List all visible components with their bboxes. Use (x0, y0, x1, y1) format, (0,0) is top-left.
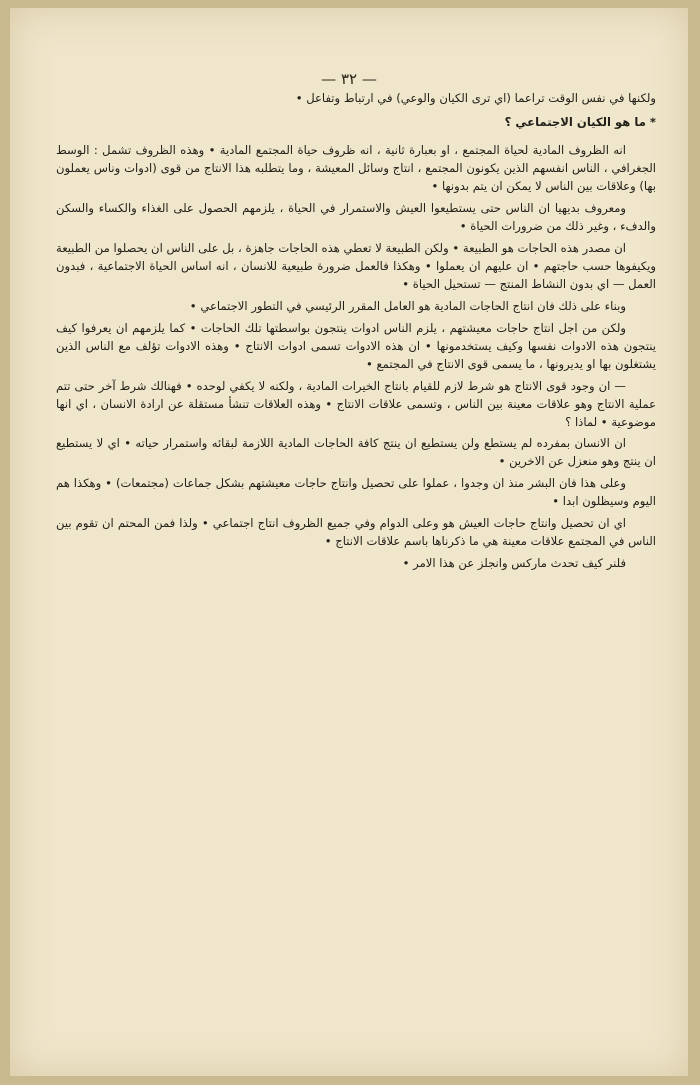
closing-paragraph: فلنر كيف تحدث ماركس وانجلز عن هذا الامر • (402, 556, 626, 571)
paragraph: ان مصدر هذه الحاجات هو الطبيعة • ولكن الطبيعة لا تعطي هذه الحاجات جاهزة ، بل على الناس ان يحصلوا من الطبيعة ويكيفوها حسب حاجتهم • ان عليهم ان يعملوا • وهكذا فالعمل ضرورة طبيعية للانسان ، انه اساس الحياة الاجتماعية ، فبدون العمل — اي بدون النشاط المنتج — تستحيل الحياة • (56, 240, 656, 291)
intro-paragraph: ولكنها في نفس الوقت تراعما (اي ترى الكيان والوعي) في ارتباط وتفاعل • (295, 91, 656, 105)
paragraph: ان الانسان بمفرده لم يستطع ولن يستطيع ان ينتج كافة الحاجات المادية اللازمة لبقائه واستمرار حياته • اي لا يستطيع ان ينتج وهو منعزل عن الاخرين • (56, 436, 656, 469)
paragraph: وعلى هذا فان البشر منذ ان وجدوا ، عملوا على تحصيل وانتاج حاجات معيشتهم بشكل جماعات (مجتمعات) • وهكذا هم اليوم وسيظلون ابدا • (56, 476, 656, 509)
page-number: — ٣٢ — (321, 70, 377, 88)
paragraph: ومعروف بديهيا ان الناس حتى يستطيعوا العيش والاستمرار في الحياة ، يلزمهم الحصول على الغذاء والكساء والسكن والدفء ، وغير ذلك من ضرورات الحياة • (56, 200, 656, 233)
paragraph: اي ان تحصيل وانتاج حاجات العيش هو وعلى الدوام وفي جميع الظروف انتاج اجتماعي • ولذا فمن المحتم ان تقوم بين الناس في المجتمع علاقات معينة هي ما ذكرناها باسم علاقات الانتاج • (56, 516, 656, 549)
document-body (56, 90, 656, 577)
paragraph: انه الظروف المادية لحياة المجتمع ، او بعبارة ثانية ، انه ظروف حياة المجتمع المادية • وهذه الظروف تشمل : الوسط الجغرافي ، الناس انفسهم الذين يكونون المجتمع ، انتاج وسائل المعيشة ، وما يتطلبه هذا الانتاج من قوى (ادوات وناس يعملون بها) وعلاقات بين الناس لا يمكن ان يتم بدونها • (56, 142, 656, 193)
section-heading: * ما هو الكيان الاجتماعي ؟ (504, 114, 656, 129)
paragraph: ولكن من اجل انتاج حاجات معيشتهم ، يلزم الناس ادوات ينتجون بواسطتها تلك الحاجات • كما يلزمهم ان يعرفوا كيف ينتجون هذه الادوات نفسها وكيف يستخدمونها • ان هذه الادوات تسمى ادوات الانتاج • وهذه الادوات تؤلف مع الناس الذين يشتغلون بها او يديرونها ، ما يسمى قوى الانتاج في المجتمع • (56, 320, 656, 371)
paragraph: — ان وجود قوى الانتاج هو شرط لازم للقيام بانتاج الخيرات المادية ، ولكنه لا يكفي لوحده • فهنالك شرط آخر حتى تتم عملية الانتاج وهو علاقات معينة بين الناس ، وتسمى علاقات الانتاج • وهذه العلاقات تنشأ مستقلة عن ارادة الانسان ، اي انها موضوعية • لماذا ؟ (56, 378, 656, 429)
paragraph: وبناء على ذلك فان انتاج الحاجات المادية هو العامل المقرر الرئيسي في التطور الاجتماعي • (189, 298, 626, 313)
document-page (10, 8, 688, 1076)
